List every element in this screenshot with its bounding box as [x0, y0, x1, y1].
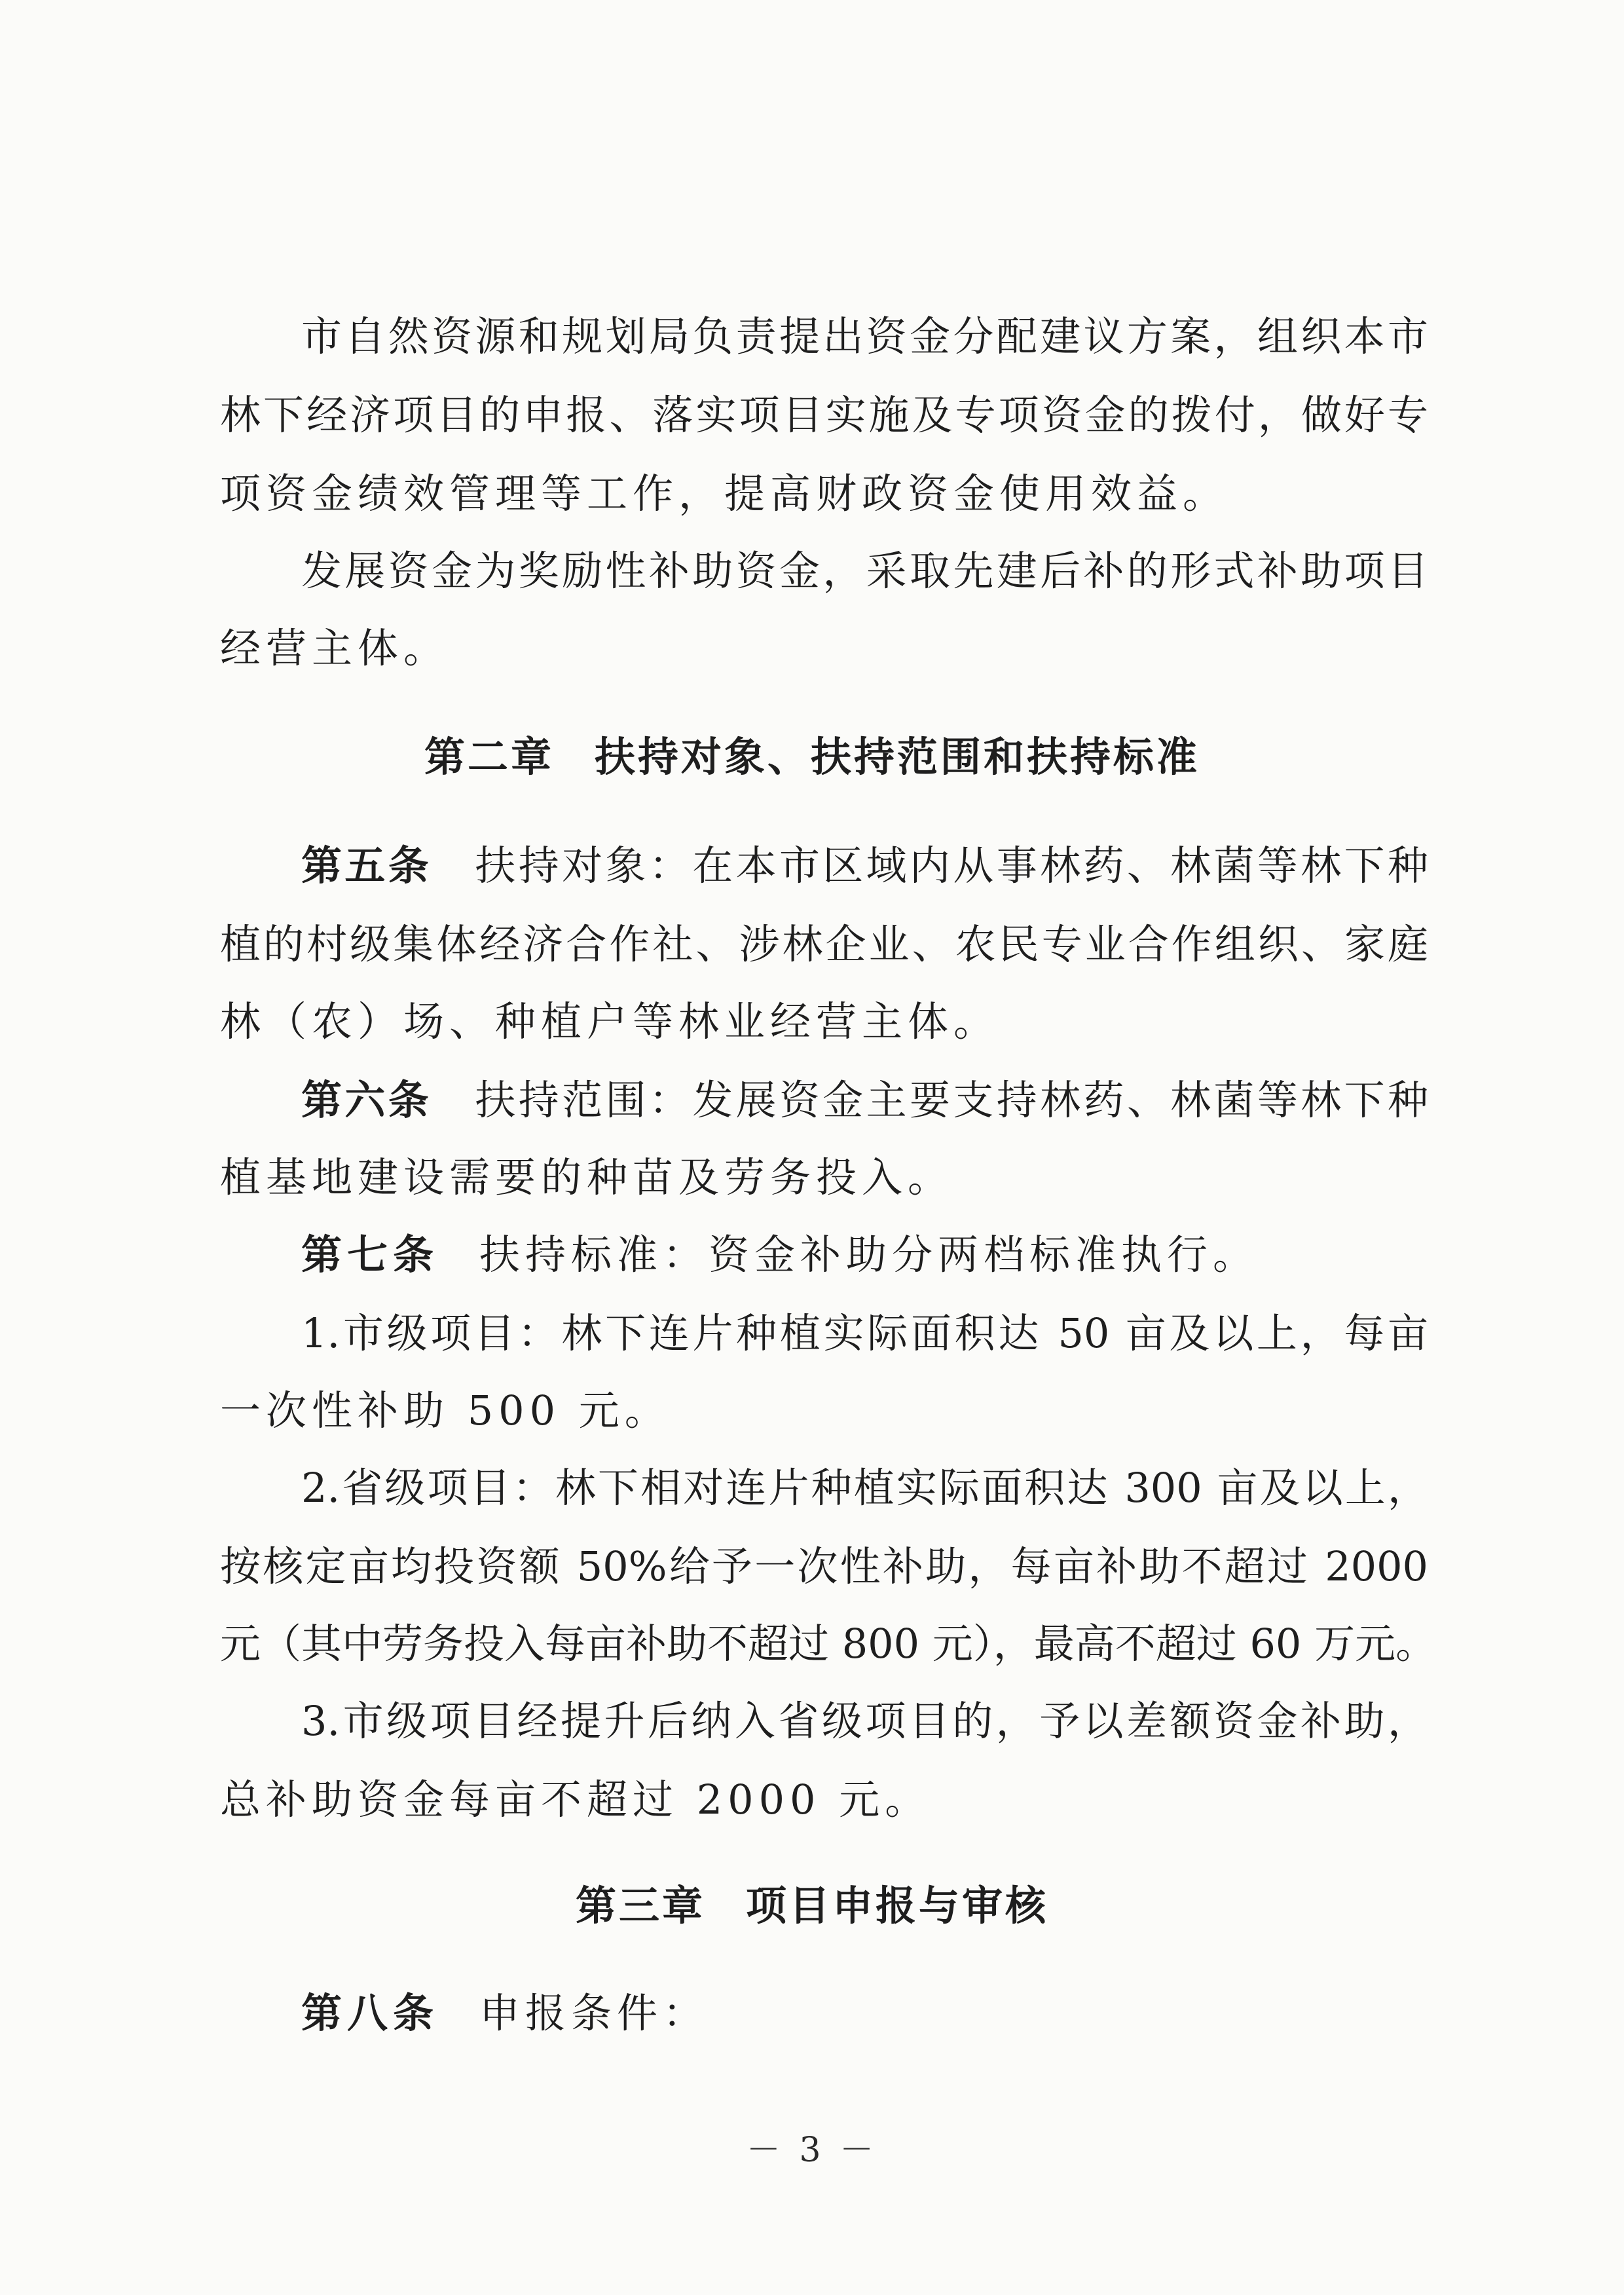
article-line: [301, 1229, 1259, 1281]
chapter-number: 第二章: [424, 733, 554, 781]
article-label: 第八条: [301, 1989, 439, 2037]
list-item-line: 一次性补助 500 元。: [220, 1387, 671, 1434]
paragraph-line: 经营主体。: [220, 624, 450, 672]
chapter-heading: [0, 1880, 1624, 1932]
list-item-line: 元（其中劳务投入每亩补助不超过 800 元），最高不超过 60 万元。: [220, 1620, 1437, 1668]
list-item-line: 1.市级项目：林下连片种植实际面积达 50 亩及以上，每亩: [301, 1309, 1428, 1357]
list-item-line: 总补助资金每亩不超过 2000 元。: [220, 1776, 931, 1823]
chapter-number: 第三章: [575, 1882, 705, 1930]
paragraph-line: 林（农）场、种植户等林业经营主体。: [220, 998, 1000, 1045]
article-text: 扶持范围：发展资金主要支持林药、林菌等林下种: [472, 1076, 1428, 1124]
article-label: 第六条: [301, 1076, 432, 1124]
list-item-line: 2.省级项目：林下相对连片种植实际面积达 300 亩及以上，: [301, 1464, 1428, 1512]
paragraph-line: 植基地建设需要的种苗及劳务投入。: [220, 1153, 954, 1201]
paragraph-line: 发展资金为奖励性补助资金，采取先建后补的形式补助项目: [301, 547, 1428, 595]
article-text: 扶持标准：资金补助分两档标准执行。: [479, 1231, 1259, 1278]
list-item-line: 3.市级项目经提升后纳入省级项目的，予以差额资金补助，: [301, 1697, 1428, 1745]
chapter-title: 项目申报与审核: [746, 1882, 1049, 1930]
article-label: 第七条: [301, 1231, 439, 1278]
list-item-line: 按核定亩均投资额 50%给予一次性补助，每亩补助不超过 2000: [220, 1542, 1428, 1590]
article-line: [301, 1987, 709, 2040]
article-line: [301, 1074, 1428, 1127]
paragraph-line: 市自然资源和规划局负责提出资金分配建议方案，组织本市: [301, 312, 1428, 360]
article-text: 申报条件：: [479, 1989, 709, 2037]
chapter-heading: [0, 731, 1624, 783]
chapter-title: 扶持对象、扶持范围和扶持标准: [595, 733, 1200, 781]
paragraph-line: 林下经济项目的申报、落实项目实施及专项资金的拨付，做好专: [220, 391, 1428, 439]
page-number: － 3 －: [746, 2131, 878, 2170]
paragraph-line: 项资金绩效管理等工作，提高财政资金使用效益。: [220, 470, 1229, 517]
article-text: 扶持对象：在本市区域内从事林药、林菌等林下种: [472, 842, 1428, 889]
article-label: 第五条: [301, 842, 432, 889]
paragraph-line: 植的村级集体经济合作社、涉林企业、农民专业合作组织、家庭: [220, 920, 1428, 968]
article-line: [301, 840, 1428, 892]
